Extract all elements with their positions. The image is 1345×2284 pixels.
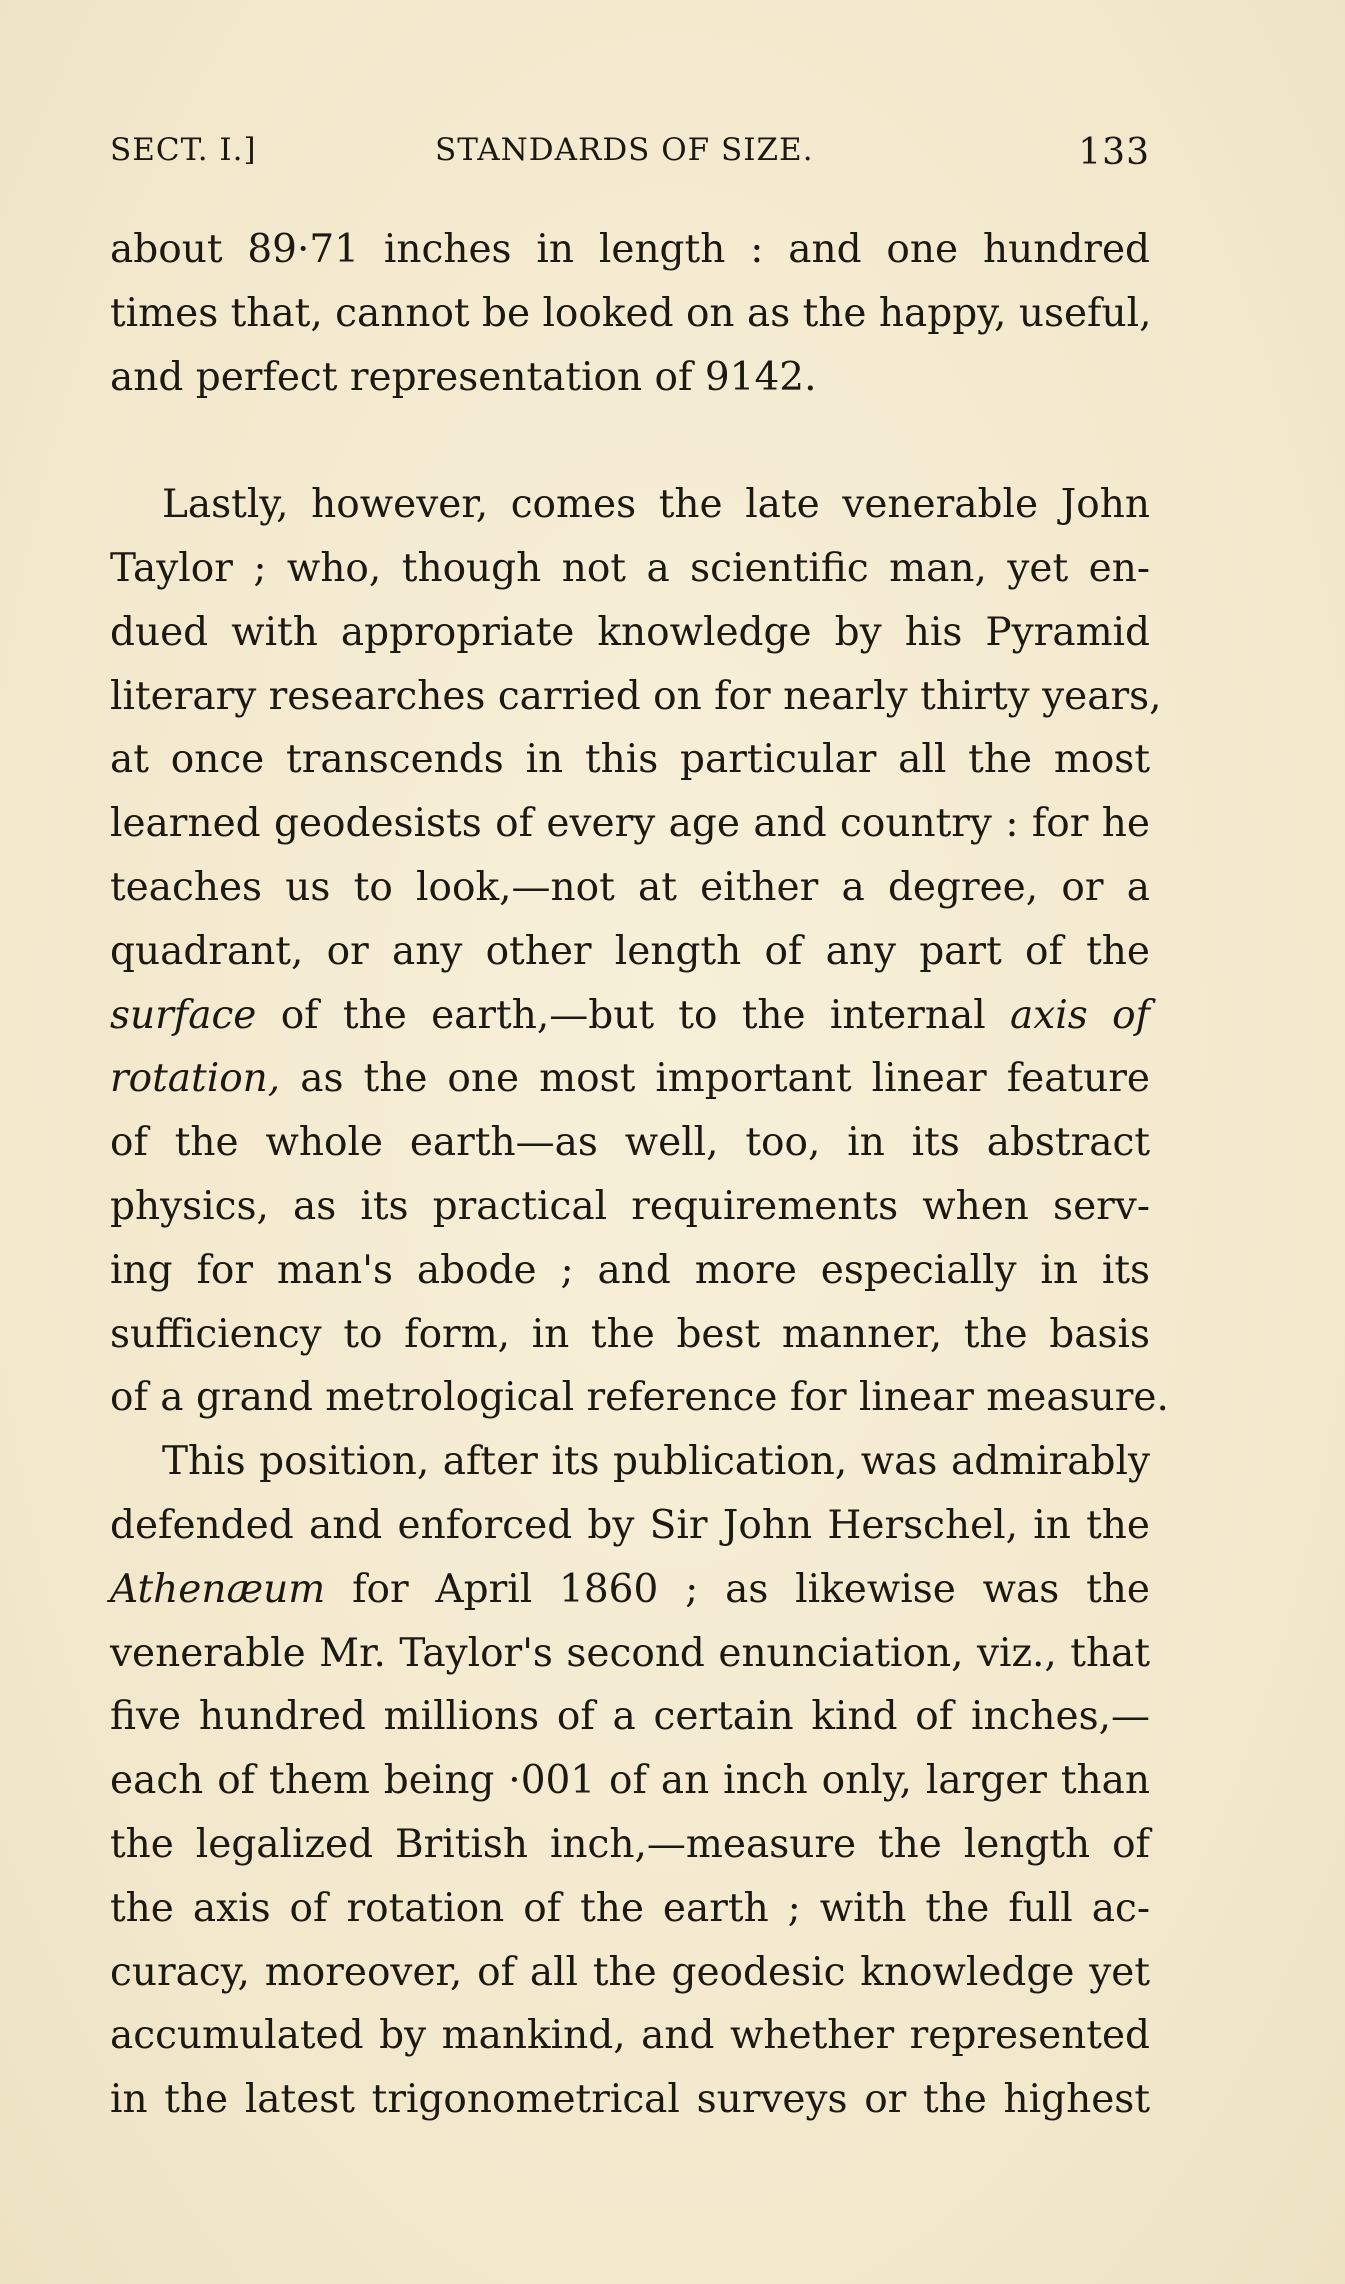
paragraph-gap bbox=[110, 409, 1150, 473]
text-line: times that, cannot be looked on as the happy, useful, bbox=[110, 290, 1152, 336]
text-fragment: as the one most important linear feature bbox=[280, 1056, 1150, 1102]
body-text bbox=[110, 218, 1169, 2132]
text-line: of a grand metrological reference for linear measure. bbox=[110, 1375, 1169, 1421]
italic-term: surface bbox=[110, 992, 257, 1038]
page-number: 133 bbox=[1078, 132, 1150, 173]
text-fragment: for April 1860 ; as likewise was the bbox=[325, 1566, 1150, 1612]
text-line: ing for man's abode ; and more especially in its bbox=[110, 1247, 1150, 1293]
text-line: each of them being ·001 of an inch only, larger than bbox=[110, 1758, 1150, 1804]
text-line: learned geodesists of every age and country : for he bbox=[110, 801, 1150, 847]
text-line: literary researches carried on for nearly thirty years, bbox=[110, 673, 1162, 719]
text-line: physics, as its practical requirements when serv- bbox=[110, 1183, 1150, 1229]
text-line: at once transcends in this particular all the most bbox=[110, 737, 1150, 783]
text-line: of the whole earth—as well, too, in its abstract bbox=[110, 1120, 1150, 1166]
text-line: accumulated by mankind, and whether represented bbox=[110, 2013, 1150, 2059]
text-line: venerable Mr. Taylor's second enunciation, viz., that bbox=[110, 1630, 1150, 1676]
text-line bbox=[110, 1047, 1150, 1111]
text-line: quadrant, or any other length of any part of the bbox=[110, 928, 1150, 974]
text-line: dued with appropriate knowledge by his Pyramid bbox=[110, 609, 1150, 655]
text-line: Taylor ; who, though not a scientific man, yet en- bbox=[110, 545, 1150, 591]
running-head bbox=[110, 132, 1150, 176]
text-line: teaches us to look,—not at either a degree, or a bbox=[110, 864, 1150, 910]
italic-term: Athenæum bbox=[110, 1566, 326, 1612]
text-line: five hundred millions of a certain kind of inches,— bbox=[110, 1694, 1150, 1740]
text-line: curacy, moreover, of all the geodesic knowledge yet bbox=[110, 1949, 1150, 1995]
text-line: the legalized British inch,—measure the length of bbox=[110, 1821, 1150, 1867]
italic-term: rotation, bbox=[110, 1056, 281, 1102]
text-line: and perfect representation of 9142. bbox=[110, 354, 817, 400]
section-label: SECT. I.] bbox=[110, 132, 257, 168]
text-line: the axis of rotation of the earth ; with the full ac- bbox=[110, 1885, 1150, 1931]
text-line: in the latest trigonometrical surveys or the highest bbox=[110, 2077, 1150, 2123]
text-line: Lastly, however, comes the late venerable John bbox=[162, 482, 1150, 528]
text-line bbox=[110, 984, 1150, 1048]
italic-term: axis of bbox=[1010, 992, 1150, 1038]
text-line: about 89·71 inches in length : and one hundred bbox=[110, 227, 1150, 272]
text-line: defended and enforced by Sir John Herschel, in the bbox=[110, 1502, 1150, 1548]
text-fragment: of the earth,—but to the internal bbox=[256, 992, 1011, 1038]
text-line: sufficiency to form, in the best manner, the basis bbox=[110, 1311, 1150, 1357]
page-title: STANDARDS OF SIZE. bbox=[435, 132, 814, 168]
text-line: This position, after its publication, was admirably bbox=[162, 1439, 1150, 1485]
text-line bbox=[110, 1558, 1150, 1622]
